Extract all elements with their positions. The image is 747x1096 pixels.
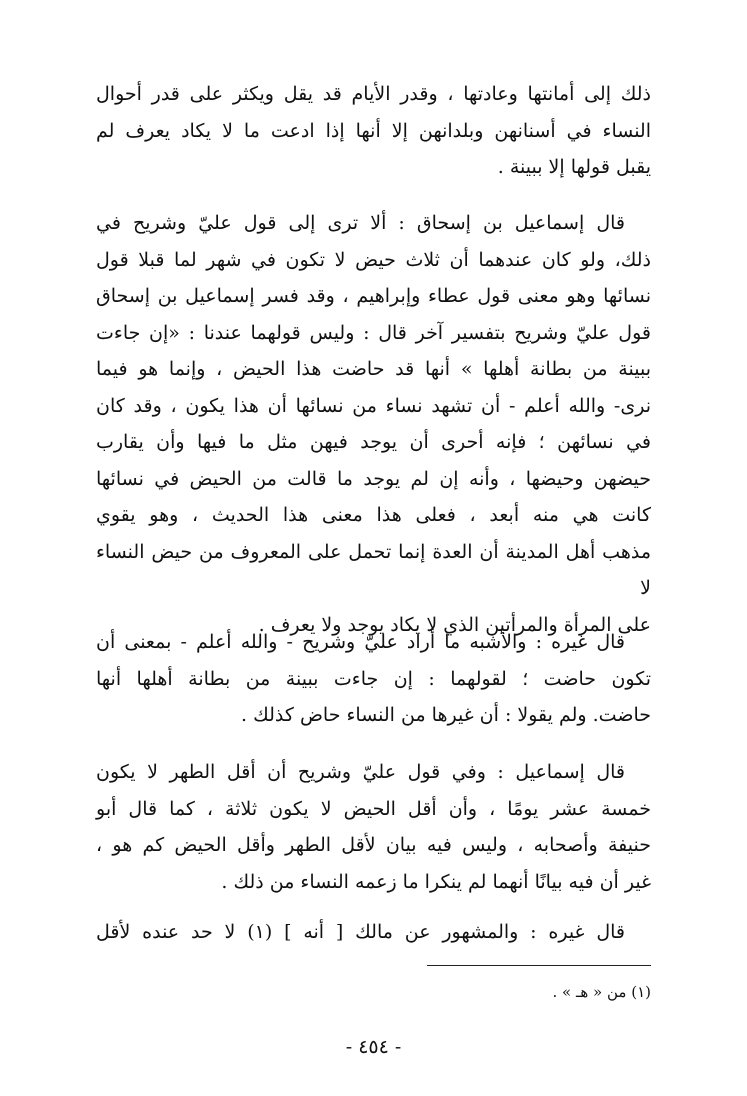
text-line: حاضت. ولم يقولا : أن غيرها من النساء حاض كذلك . [241,704,651,726]
page-number: - ٤٥٤ - [345,1036,402,1058]
text-line: النساء في أسنانهن وبلدانهن إلا أنها إذا ادعت ما لا يكاد يعرف لم [96,119,651,142]
text-line: قول عليّ وشريح بتفسير آخر قال : وليس قولهما عندنا : «إن جاءت [96,321,651,344]
text-line: قال غيره : والمشهور عن مالك [ أنه ] (١) لا حد عنده لأقل [96,921,625,943]
text-line: نرى- والله أعلم - أن تشهد نساء من نسائها أن هذا يكون ، وقد كان [96,394,651,417]
text-line: يقبل قولها إلا ببينة . [497,156,651,178]
text-line: غير أن فيه بيانًا أنهما لم ينكرا ما زعمه النساء من ذلك . [221,870,651,893]
text-line: ذلك، ولو كان عندهما أن ثلاث حيض لا تكون في شهر لما قبلا قول [96,248,651,271]
paragraph-2 [96,205,651,643]
footnote: (١) من « هـ » . [552,983,651,1001]
text-line: مذهب أهل المدينة أن العدة إنما تحمل على المعروف من حيض النساء لا [96,540,651,599]
text-line: نسائها وهو معنى قول عطاء وإبراهيم ، وقد فسر إسماعيل بن إسحاق [96,285,651,307]
paragraph-3 [96,624,651,734]
text-line: كانت هي منه أبعد ، فعلى هذا معنى هذا الحديث ، وهو يقوي [96,504,651,526]
text-line: قال إسماعيل بن إسحاق : ألا ترى إلى قول عليّ وشريح في [96,212,625,234]
text-line: ببينة من بطانة أهلها » أنها قد حاضت هذا الحيض ، وإنما هو فيما [96,358,651,380]
paragraph-5 [96,914,651,951]
text-line: على المرأة والمرأتين الذي لا يكاد يوجد ولا يعرف . [258,613,651,636]
footnote-divider [427,965,651,966]
paragraph-4 [96,754,651,900]
paragraph-1 [96,76,651,186]
text-line: حيضهن وحيضها ، وأنه إن لم يوجد ما قالت من الحيض في نسائها [96,467,651,490]
text-line: قال غيره : والأشبه ما أراد عليّ وشريح - والله أعلم - بمعنى أن [96,631,625,653]
text-line: ذلك إلى أمانتها وعادتها ، وقدر الأيام قد يقل ويكثر على قدر أحوال [96,83,651,105]
text-line: قال إسماعيل : وفي قول عليّ وشريح أن أقل الطهر لا يكون [96,761,625,783]
text-line: حنيفة وأصحابه ، وليس فيه بيان لأقل الطهر وأقل الحيض كم هو ، [96,834,651,856]
text-line: في نسائهن ؛ فإنه أحرى أن يوجد فيهن مثل ما فيها وأن يقارب [96,431,651,453]
text-line: خمسة عشر يومًا ، وأن أقل الحيض لا يكون ثلاثة ، كما قال أبو [96,797,651,820]
text-line: تكون حاضت ؛ لقولهما : إن جاءت ببينة من بطانة أهلها أنها [96,667,651,690]
